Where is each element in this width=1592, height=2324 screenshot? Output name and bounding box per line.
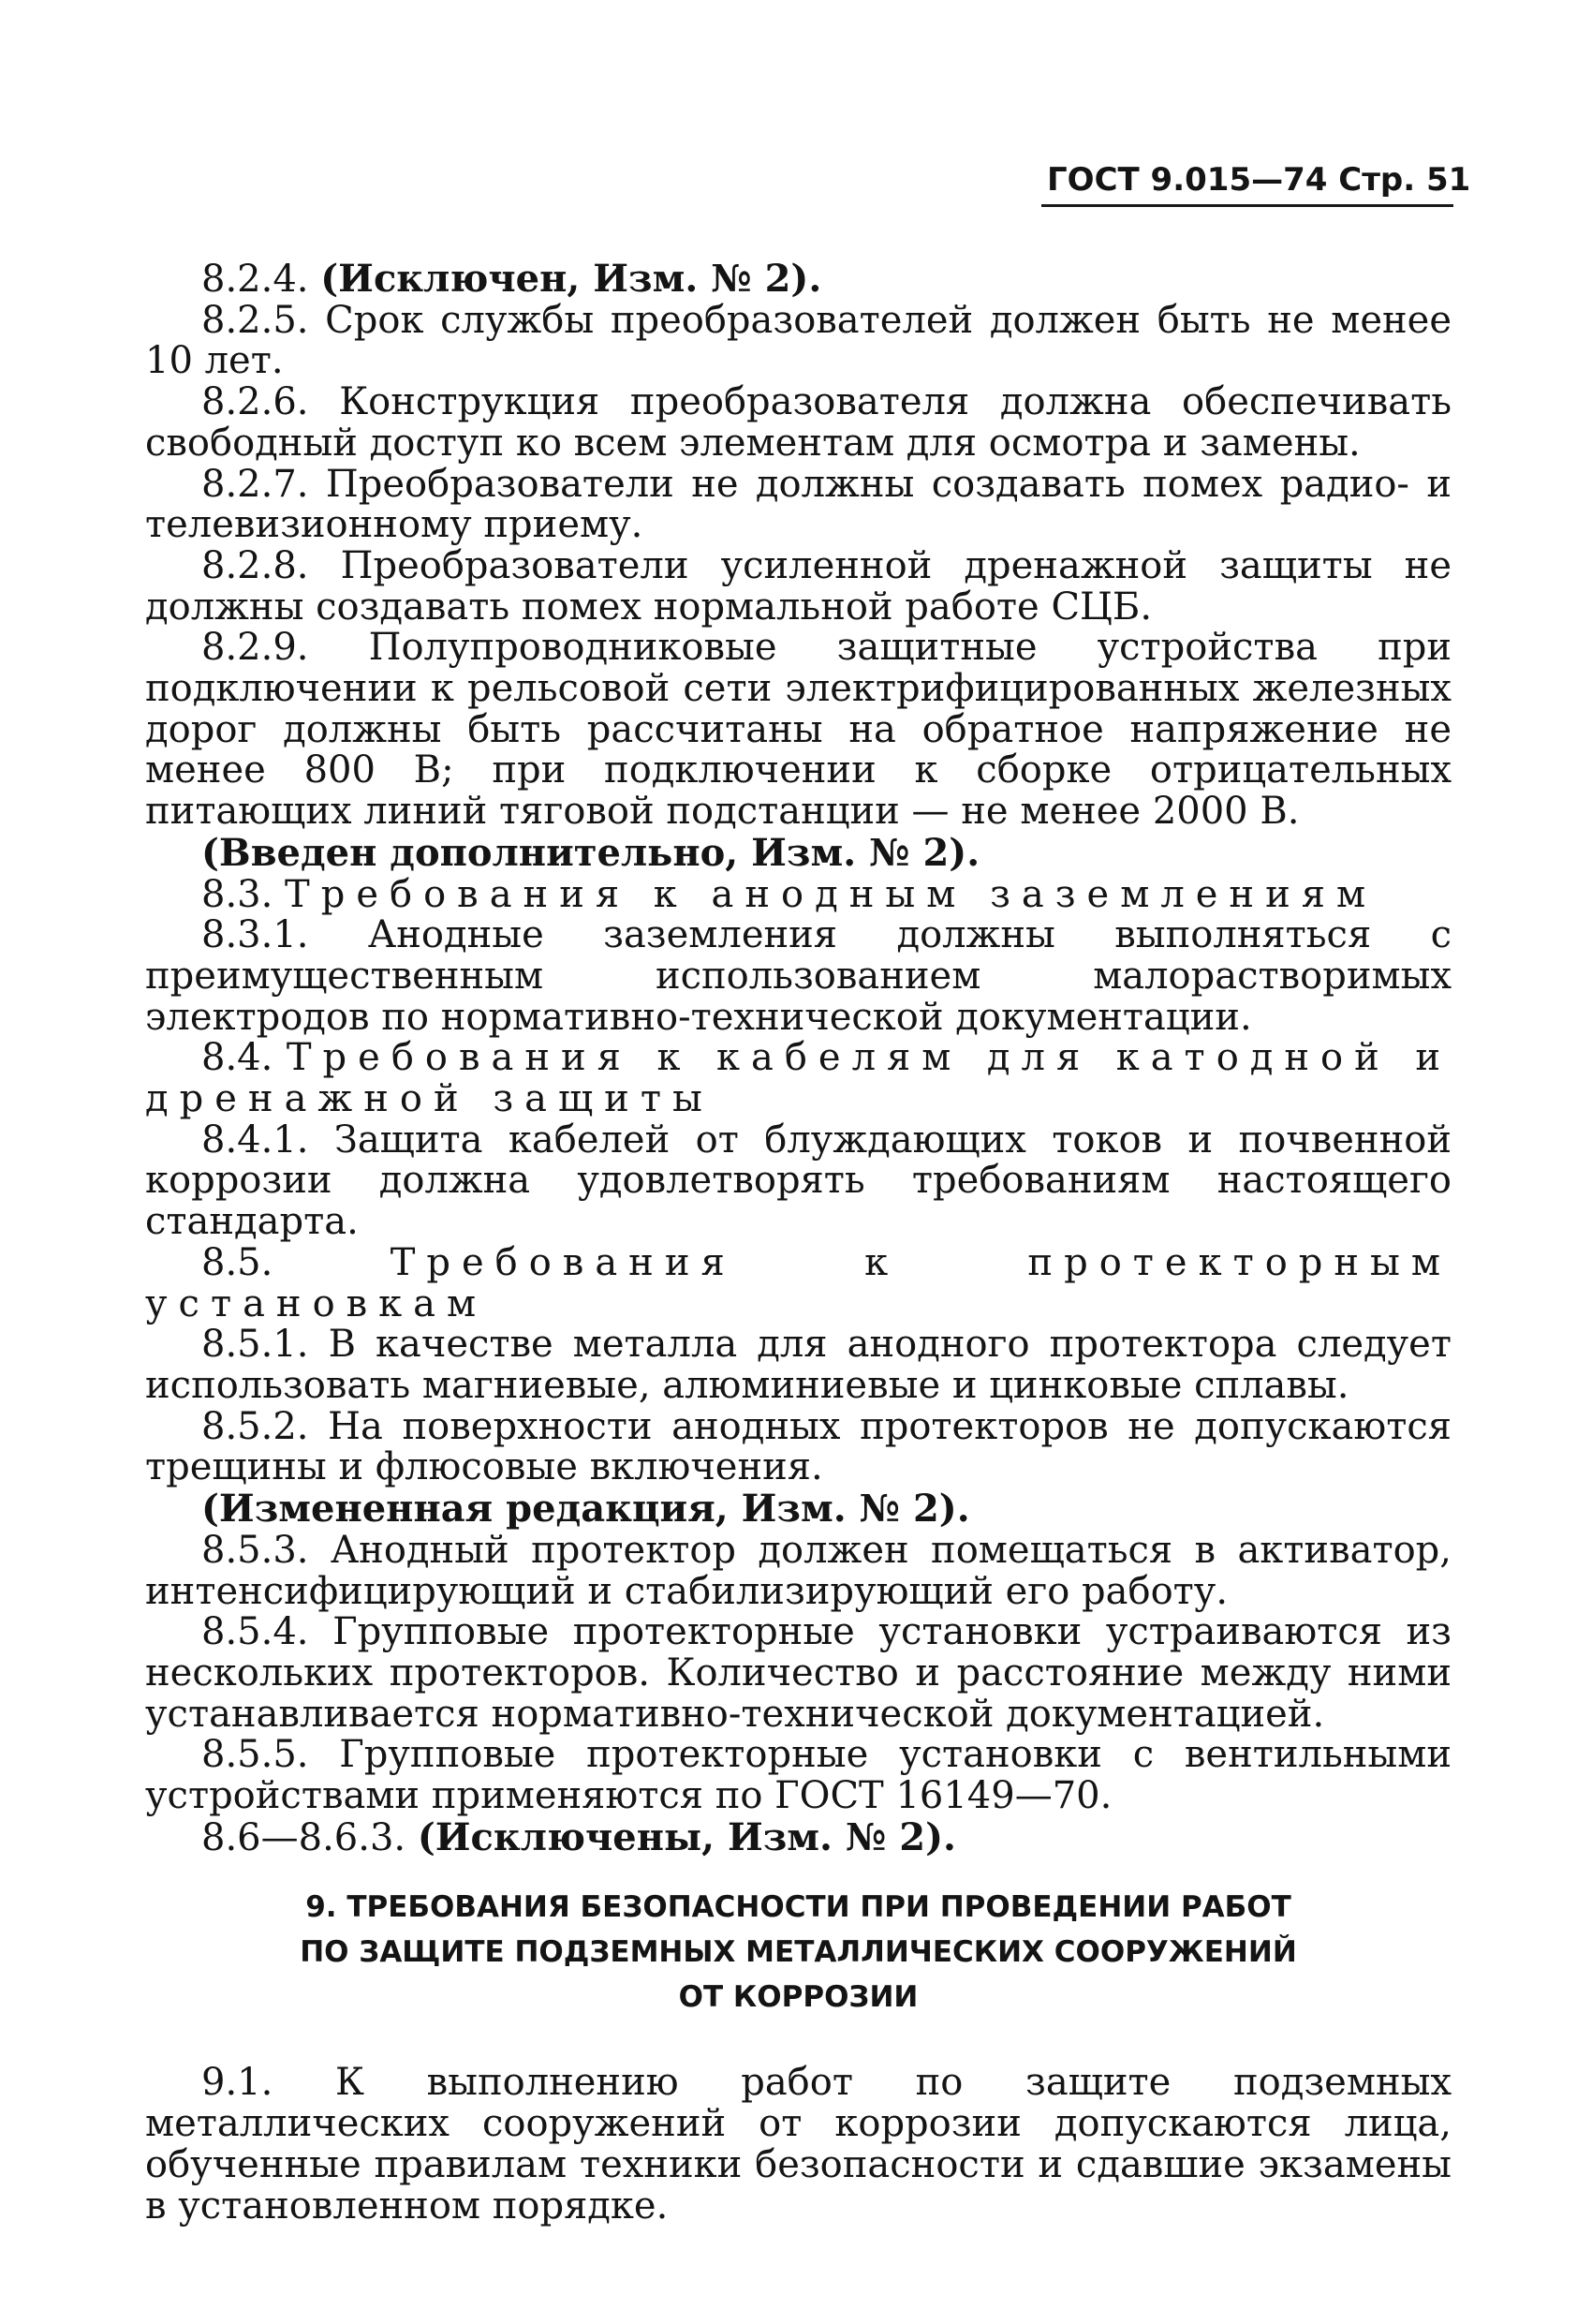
clause-text: (Введен дополнительно, Изм. № 2). [201,830,980,875]
clause [145,2063,1452,2227]
clause-number: 8.2.8. [201,543,341,587]
clause-text: Защита кабелей от блуждающих токов и почвенной коррозии должна удовлетворять требованиям настоящего стандарта. [145,1118,1452,1244]
clause-text: На поверхности анодных протекторов не допускаются трещины и флюсовые включения. [145,1404,1452,1489]
clause [145,1240,1452,1325]
clause [145,872,1452,916]
clause-text: Групповые протекторные установки устраиваются из нескольких протекторов. Количество и расстояние между ними устанавливается нормативно-технической документацией. [145,1610,1452,1736]
clause-number: 8.3. [201,872,286,916]
section-9-heading-line: ОТ КОРРОЗИИ [678,1980,919,2015]
clause-text: (Исключен, Изм. № 2). [320,257,822,301]
clause-number: 8.2.7. [201,462,326,506]
clause-text: Преобразователи усиленной дренажной защиты не должны создавать помех нормальной работе СЦБ. [145,543,1452,629]
clause [145,1038,1452,1119]
clause-number: 8.4. [201,1036,287,1080]
clause [145,462,1452,547]
clause [145,543,1452,629]
clause-number: 9.1. [201,2061,335,2105]
clause [145,1120,1452,1243]
clause-text: Анодные заземления должны выполняться с преимущественным использованием малорастворимых электродов по нормативно-технической документации. [145,913,1452,1039]
clause [145,1612,1452,1735]
clause-number: 8.5.2. [201,1404,329,1448]
clause [145,628,1452,833]
clause-number: 8.5.4. [201,1610,333,1654]
running-header: ГОСТ 9.015—74 Стр. 51 [1047,161,1471,199]
clause-number: 8.5.1. [201,1323,329,1367]
section-9-heading [145,1885,1452,2020]
clause-text: Групповые протекторные установки с вентильными устройствами применяются по ГОСТ 16149—70. [145,1733,1452,1818]
clause-text: К выполнению работ по защите подземных металлических сооружений от коррозии допускаются лица, обученные правилам техники безопасности и сдавшие экзамены в установленном порядке. [145,2061,1452,2228]
clause-number: 8.5. [201,1240,391,1284]
clause-text: Полупроводниковые защитные устройства при подключении к рельсовой сети электрифицированных железных дорог должны быть рассчитаны на обратное напряжение не менее 800 В; при подключении к сборке отрицательных питающих линий тяговой подстанции — не менее 2000 В. [145,626,1452,834]
clause-number: 8.2.4. [201,258,321,301]
clause-text: В качестве металла для анодного протектора следует использовать магниевые, алюминиевые и цинковые сплавы. [145,1323,1452,1407]
clause [145,1528,1452,1613]
clause [145,1814,1452,1859]
clause [145,1404,1452,1489]
clause-text: Преобразователи не должны создавать помех радио- и телевизионному приему. [145,462,1452,547]
clause [145,1488,1452,1531]
clause-text: Требования к протекторным установкам [145,1240,1452,1325]
clause-number: 8.6—8.6.3. [201,1815,418,1859]
header-rule [1041,204,1453,207]
clause-number: 8.5.3. [201,1528,331,1572]
clause-text: Требования к анодным заземлениям [285,872,1378,916]
clause-text: Анодный протектор должен помещаться в активатор, интенсифицирующий и стабилизирующий его работу. [145,1528,1452,1613]
clause-number: 8.2.5. [201,298,326,342]
clause-text: (Измененная редакция, Изм. № 2). [201,1487,970,1532]
clause-number: 8.4.1. [201,1118,334,1162]
clause [145,830,1452,875]
clause-number: 8.2.6. [201,380,340,424]
clause-text: Срок службы преобразователей должен быть не менее 10 лет. [145,298,1452,383]
clause [145,259,1452,301]
clause-text: Конструкция преобразователя должна обеспечивать свободный доступ ко всем элементам для осмотра и замены. [145,380,1452,465]
clause [145,915,1452,1038]
clause-number: 8.5.5. [201,1733,340,1777]
body-text [145,259,1452,2227]
clause [145,1325,1452,1406]
section-9-heading-line: ПО ЗАЩИТЕ ПОДЗЕМНЫХ МЕТАЛЛИЧЕСКИХ СООРУЖЕНИЙ [300,1935,1297,1970]
section-9-heading-line: 9. ТРЕБОВАНИЯ БЕЗОПАСНОСТИ ПРИ ПРОВЕДЕНИИ РАБОТ [305,1890,1291,1925]
clause-number: 8.2.9. [201,626,369,670]
clause-text: (Исключены, Изм. № 2). [417,1814,956,1859]
section-8-clauses [145,259,1452,1858]
clause [145,1735,1452,1816]
clause [145,298,1452,383]
clause-text: Требования к кабелям для катодной и дренажной защиты [145,1036,1452,1121]
clause [145,382,1452,464]
clause-number: 8.3.1. [201,913,368,957]
section-9-clauses [145,2063,1452,2227]
